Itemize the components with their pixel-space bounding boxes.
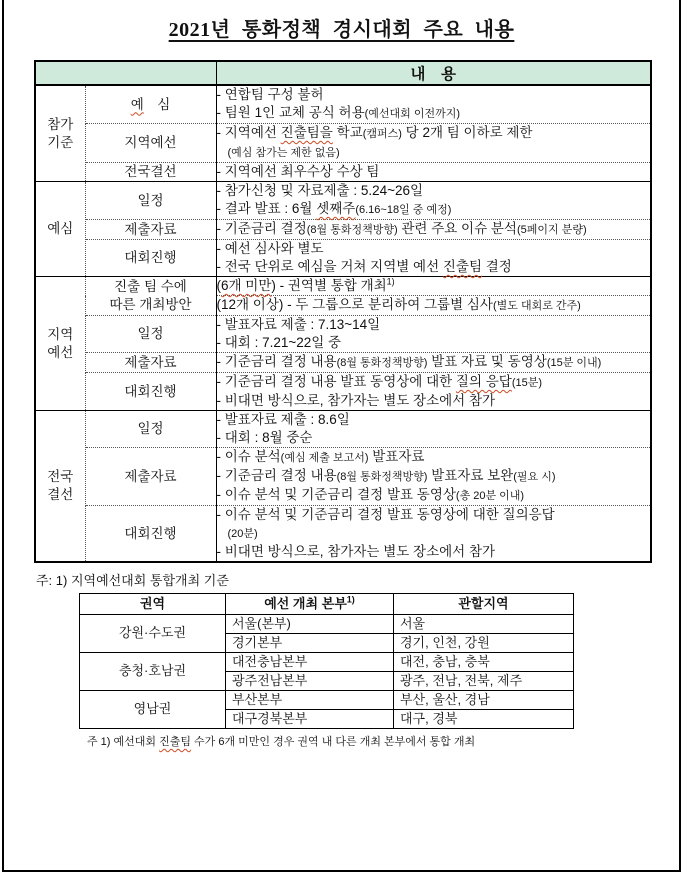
small-paren-text: (20분) bbox=[227, 528, 258, 540]
row-label-schedule bbox=[85, 316, 216, 353]
small-paren-text: (캠퍼스) bbox=[362, 128, 402, 140]
region-name-cell: 영남권 bbox=[80, 691, 226, 729]
text-line: - 이슈 분석(예심 제출 보고서) 발표자료 bbox=[216, 449, 425, 464]
table-row bbox=[35, 163, 651, 182]
table-row bbox=[35, 373, 651, 411]
text-line: 지역예선 bbox=[124, 135, 177, 150]
table-row bbox=[35, 411, 651, 448]
text-line: - 기준금리 결정 내용 발표 동영상에 대한 질의 응답(15분) bbox=[216, 374, 543, 389]
spellchecked-text: 6개 미만 bbox=[221, 278, 272, 293]
content-cell-schedule bbox=[216, 411, 651, 448]
section-label-regional-preliminary bbox=[35, 277, 85, 411]
content-cell-proceedings bbox=[216, 506, 651, 563]
main-table bbox=[34, 60, 652, 563]
host-branch-cell: 광주전남본부 bbox=[226, 672, 394, 691]
text-line: 일정 bbox=[137, 421, 164, 436]
text-line: 진출 팀 수에 bbox=[114, 279, 187, 294]
region-header-col-region: 권역 bbox=[80, 594, 226, 615]
small-paren-text: (8월 통화정책방향) bbox=[336, 357, 428, 369]
region-table-row bbox=[80, 615, 574, 634]
small-paren-text: (총 20분 이내) bbox=[455, 490, 525, 502]
section-label-national-final bbox=[35, 411, 85, 563]
small-paren-text: (예심 참가는 제한 없음) bbox=[227, 147, 340, 159]
small-paren-text: (별도 대회로 간주) bbox=[492, 300, 581, 312]
section-label-participation-criteria bbox=[35, 85, 85, 182]
small-paren-text: (8월 통화정책방향) bbox=[336, 471, 428, 483]
districts-cell: 경기, 인천, 강원 bbox=[394, 634, 574, 653]
section-label-text: 결선 bbox=[47, 487, 74, 502]
small-paren-text: (6.16~18일 중 예정) bbox=[355, 204, 452, 216]
region-name-cell: 강원·수도권 bbox=[80, 615, 226, 653]
table-row bbox=[35, 353, 651, 373]
text-line: - 연합팀 구성 불허 bbox=[216, 87, 324, 102]
small-paren-text: (8월 통화정책방향) bbox=[306, 224, 398, 236]
region-header-col-host-branch: 예선 개최 본부$^{1)}$ bbox=[226, 594, 394, 615]
section-label-text: 전국 bbox=[47, 469, 74, 484]
section-label-text: 참가 bbox=[47, 116, 74, 132]
region-table-header-row bbox=[80, 594, 574, 615]
content-cell-hosting-plan bbox=[216, 277, 651, 296]
row-label-preliminary-review bbox=[85, 85, 216, 124]
row-label-hosting-plan bbox=[85, 277, 216, 316]
content-cell-schedule bbox=[216, 182, 651, 220]
text-line: 전국결선 bbox=[124, 164, 177, 179]
row-label-materials bbox=[85, 353, 216, 373]
content-cell-hosting-plan bbox=[216, 296, 651, 316]
spellchecked-text: 셋째주 bbox=[316, 201, 356, 216]
text-line: - 기준금리 결정 내용(8월 통화정책방향) 발표 자료 및 동영상(15분 이내) bbox=[216, 354, 602, 369]
region-name-cell: 충청·호남권 bbox=[80, 653, 226, 691]
text-line: - 전국 단위로 예심을 거쳐 지역별 예선 진출팀 결정 bbox=[216, 259, 512, 274]
table-row bbox=[35, 448, 651, 506]
row-label-national-final bbox=[85, 163, 216, 182]
table-row bbox=[35, 277, 651, 296]
small-paren-text: (5페이지 분량) bbox=[516, 224, 587, 236]
text-line: - 기준금리 결정 내용(8월 통화정책방향) 발표자료 보완(필요 시) bbox=[216, 468, 556, 483]
text-line: - 기준금리 결정(8월 통화정책방향) 관련 주요 이슈 분석(5페이지 분량) bbox=[216, 221, 587, 236]
text-line: 일정 bbox=[137, 326, 164, 341]
districts-cell: 부산, 울산, 경남 bbox=[394, 691, 574, 710]
table-row bbox=[35, 220, 651, 240]
table-row bbox=[35, 316, 651, 353]
text-line: - 이슈 분석 및 기준금리 결정 발표 동영상에 대한 질의응답 bbox=[216, 507, 555, 522]
host-branch-cell: 경기본부 bbox=[226, 634, 394, 653]
spellchecked-text: 진출팀을 bbox=[280, 125, 333, 140]
row-label-proceedings bbox=[85, 506, 216, 563]
text-line bbox=[217, 524, 651, 543]
table-row bbox=[35, 85, 651, 124]
section-label-text: 예선 bbox=[47, 344, 74, 360]
text-line: (6개 미만) - 권역별 통합 개최$^{1)}$ bbox=[216, 276, 395, 293]
text-line: - 예선 심사와 별도 bbox=[216, 241, 324, 256]
host-branch-cell: 서울(본부) bbox=[226, 615, 394, 634]
row-label-schedule bbox=[85, 182, 216, 220]
text-line: 제출자료 bbox=[124, 468, 177, 484]
region-table-row bbox=[80, 653, 574, 672]
text-line: - 결과 발표 : 6월 셋째주(6.16~18일 중 예정) bbox=[216, 201, 452, 216]
page-border bbox=[2, 0, 681, 872]
content-cell-preliminary-review bbox=[216, 85, 651, 124]
table-row bbox=[35, 506, 651, 563]
row-label-proceedings bbox=[85, 373, 216, 411]
header-content-label: 내 용 bbox=[216, 61, 651, 85]
spellchecked-text: 진출팀 bbox=[442, 259, 482, 274]
footnote-hosting-rule: 주 1) 예선대회 진출팀 수가 6개 미만인 경우 권역 내 다른 개최 본부에서 통합 개최 bbox=[87, 736, 476, 748]
content-cell-materials bbox=[216, 353, 651, 373]
text-line: - 이슈 분석 및 기준금리 결정 발표 동영상(총 20분 이내) bbox=[216, 487, 525, 502]
row-label-regional-preliminary bbox=[85, 124, 216, 163]
section-label-text: 기준 bbox=[47, 134, 74, 150]
host-branch-cell: 대전충남본부 bbox=[226, 653, 394, 672]
footnote-ref: 1) bbox=[386, 276, 395, 287]
small-paren-text: (15분 이내) bbox=[546, 357, 602, 369]
content-cell-national-final bbox=[216, 163, 651, 182]
small-paren-text: (예심 제출 보고서) bbox=[280, 452, 369, 464]
text-line: - 참가신청 및 자료제출 : 5.24~26일 bbox=[216, 183, 424, 198]
row-label-materials bbox=[85, 220, 216, 240]
districts-cell: 서울 bbox=[394, 615, 574, 634]
text-line: - 발표자료 제출 : 8.6일 bbox=[216, 412, 350, 427]
table-row bbox=[35, 240, 651, 277]
section-label-text: 지역 bbox=[47, 326, 74, 342]
spellchecked-text: 질의 응답 bbox=[455, 374, 512, 389]
region-table-row bbox=[80, 691, 574, 710]
row-label-proceedings bbox=[85, 240, 216, 277]
districts-cell: 대전, 충남, 충북 bbox=[394, 653, 574, 672]
text-line: 대회진행 bbox=[124, 525, 177, 541]
text-line: (12개 이상) - 두 그룹으로 분리하여 그룹별 심사(별도 대회로 간주) bbox=[216, 297, 581, 312]
content-cell-materials bbox=[216, 448, 651, 506]
text-line: 일정 bbox=[137, 192, 164, 208]
districts-cell: 대구, 경북 bbox=[394, 710, 574, 729]
text-line: - 팀원 1인 교체 공식 허용(예선대회 이전까지) bbox=[216, 105, 461, 120]
table-row bbox=[35, 124, 651, 163]
text-line: - 대회 : 8월 중순 bbox=[216, 430, 313, 445]
table-row bbox=[35, 182, 651, 220]
spellchecked-text: 예 bbox=[130, 96, 144, 112]
content-cell-materials bbox=[216, 220, 651, 240]
section-label-text: 예심 bbox=[47, 221, 74, 236]
text-line: 예 심 bbox=[130, 96, 171, 112]
small-paren-text: (15분) bbox=[511, 377, 543, 389]
text-line bbox=[217, 143, 651, 162]
districts-cell: 광주, 전남, 전북, 제주 bbox=[394, 672, 574, 691]
host-branch-cell: 대구경북본부 bbox=[226, 710, 394, 729]
host-branch-cell: 부산본부 bbox=[226, 691, 394, 710]
section-label-preliminary-review bbox=[35, 182, 85, 277]
text-line: 제출자료 bbox=[124, 354, 177, 370]
text-line: - 발표자료 제출 : 7.13~14일 bbox=[216, 317, 381, 332]
content-cell-regional-preliminary bbox=[216, 124, 651, 163]
text-line: - 지역예선 최우수상 수상 팀 bbox=[216, 164, 380, 179]
text-line: 따른 개최방안 bbox=[109, 297, 192, 312]
text-line: - 지역예선 진출팀을 학교(캠퍼스) 당 2개 팀 이하로 제한 bbox=[216, 125, 533, 140]
region-header-col-districts: 관할지역 bbox=[394, 594, 574, 615]
content-cell-proceedings bbox=[216, 373, 651, 411]
text-line: 제출자료 bbox=[124, 221, 177, 237]
table-header-row bbox=[35, 61, 651, 85]
text-line: - 대회 : 7.21~22일 중 bbox=[216, 335, 342, 350]
spellchecked-text: 진출팀 bbox=[159, 736, 191, 748]
header-empty-cell bbox=[35, 61, 216, 85]
text-line: 대회진행 bbox=[124, 383, 177, 399]
text-line: - 비대면 방식으로, 참가자는 별도 장소에서 참가 bbox=[216, 544, 496, 559]
row-label-materials bbox=[85, 448, 216, 506]
small-paren-text: (필요 시) bbox=[513, 471, 556, 483]
content-cell-schedule bbox=[216, 316, 651, 353]
footnote-ref: 1) bbox=[346, 594, 355, 605]
region-table bbox=[79, 593, 574, 729]
text-line: 대회진행 bbox=[124, 250, 177, 265]
text-line: - 비대면 방식으로, 참가자는 별도 장소에서 참가 bbox=[216, 393, 496, 408]
document-title: 2021년 통화정책 경시대회 주요 내용 bbox=[168, 19, 515, 41]
small-paren-text: (예선대회 이전까지) bbox=[364, 108, 461, 120]
footnote-region-table-caption: 주: 1) 지역예선대회 통합개최 기준 bbox=[36, 573, 229, 588]
row-label-schedule bbox=[85, 411, 216, 448]
content-cell-proceedings bbox=[216, 240, 651, 277]
